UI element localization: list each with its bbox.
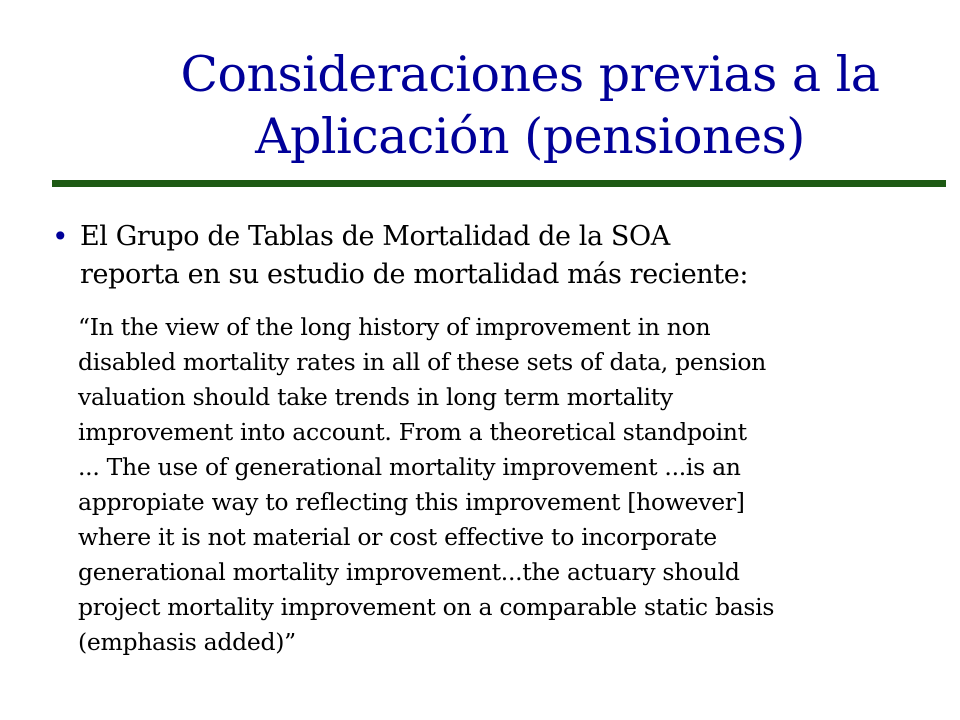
quote-line: improvement into account. From a theoretical standpoint (78, 418, 747, 446)
quote-line: where it is not material or cost effective to incorporate (78, 523, 717, 551)
quote-line: (emphasis added)” (78, 628, 296, 656)
bullet-text-line-2: reporta en su estudio de mortalidad más reciente: (80, 259, 749, 290)
bullet-icon: • (52, 220, 69, 253)
title-line-1: Consideraciones previas a la (180, 46, 880, 103)
title-underline-rule (52, 180, 946, 187)
quote-line: appropiate way to reflecting this improvement [however] (78, 488, 745, 516)
slide-title (130, 44, 930, 168)
title-line-2: Aplicación (pensiones) (255, 108, 805, 165)
bullet-text-line-1: El Grupo de Tablas de Mortalidad de la SOA (80, 221, 670, 252)
quote-line: “In the view of the long history of improvement in non (78, 313, 711, 341)
quote-line: project mortality improvement on a comparable static basis (78, 593, 775, 621)
quote-line: disabled mortality rates in all of these sets of data, pension (78, 348, 766, 376)
quote-line: ... The use of generational mortality improvement ...is an (78, 453, 741, 481)
bullet-text (80, 218, 940, 294)
quote-line: valuation should take trends in long term mortality (78, 383, 673, 411)
quote-block (78, 310, 928, 660)
quote-line: generational mortality improvement...the actuary should (78, 558, 740, 586)
